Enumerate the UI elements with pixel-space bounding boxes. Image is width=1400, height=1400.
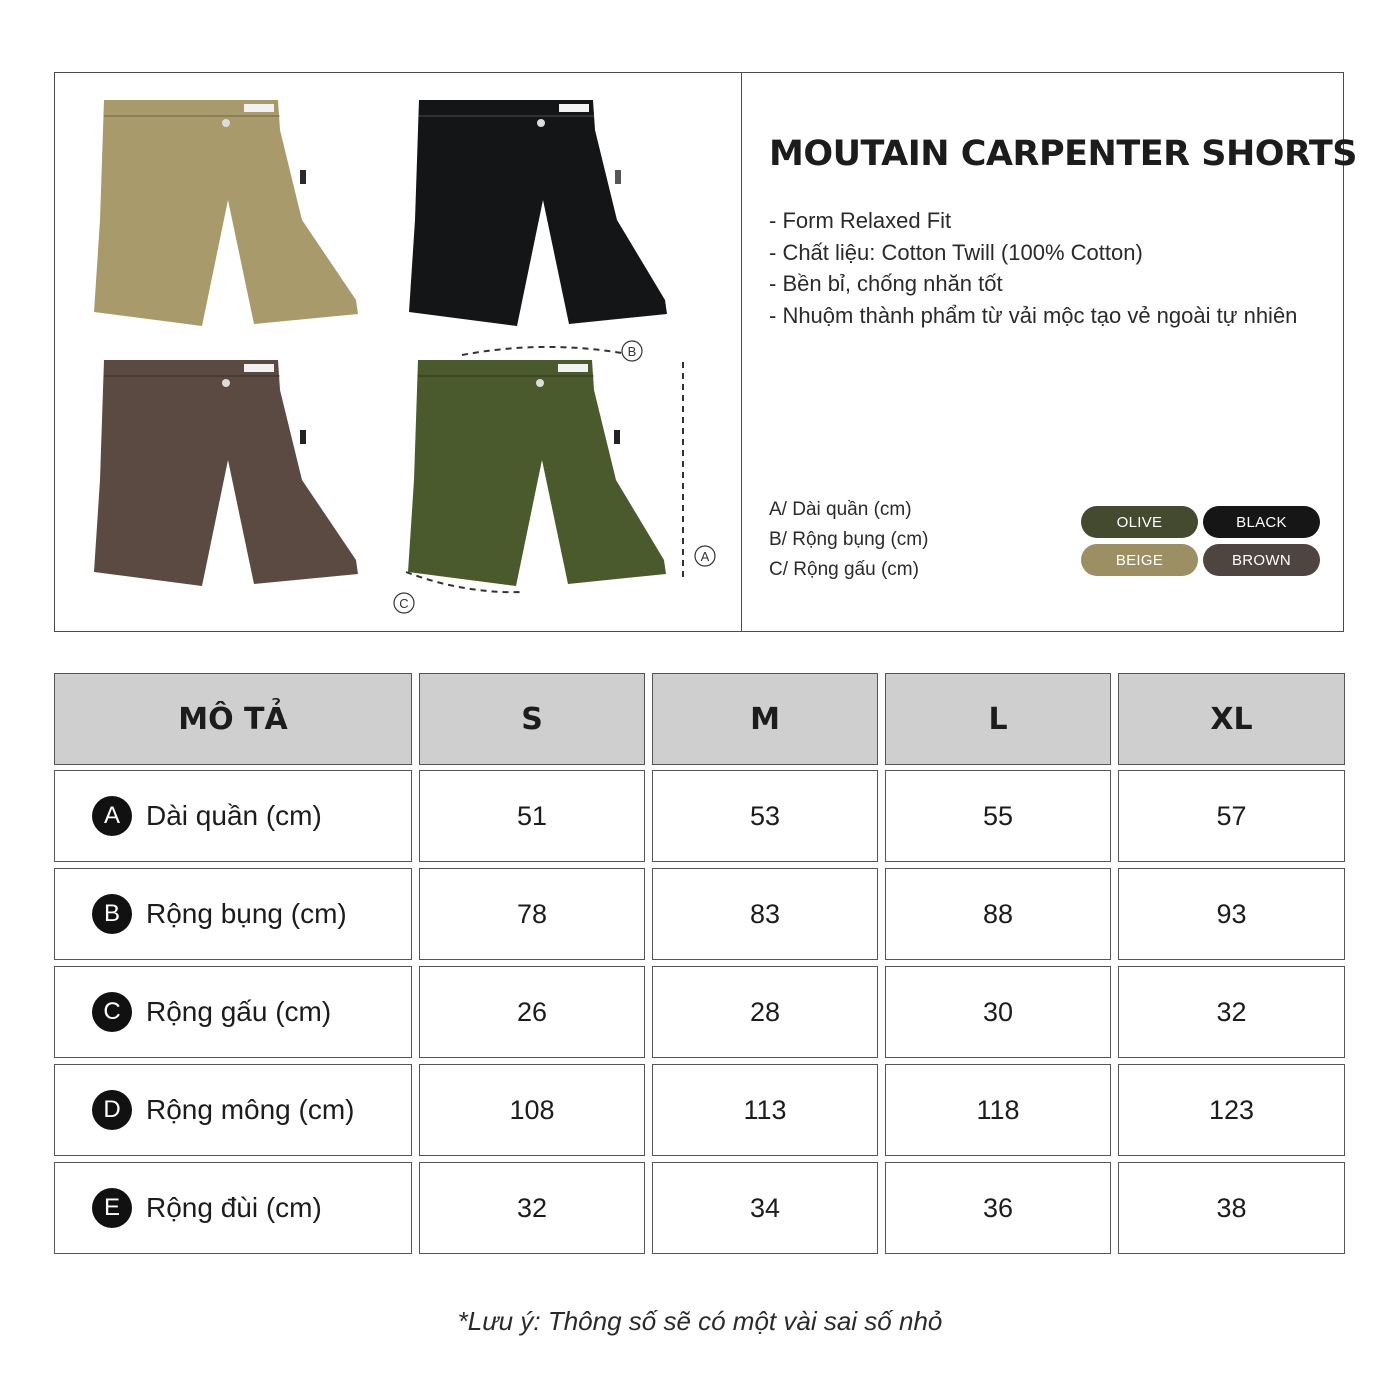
- svg-text:B: B: [627, 344, 637, 359]
- table-row-description: [54, 1064, 412, 1156]
- waist-measure-line: [462, 347, 622, 355]
- table-cell: 51: [419, 770, 645, 862]
- shorts-images-svg: [54, 72, 742, 632]
- table-cell: 38: [1118, 1162, 1345, 1254]
- table-cell: 118: [885, 1064, 1111, 1156]
- legend-item: C/ Rộng gấu (cm): [769, 559, 919, 580]
- feature-item: - Chất liệu: Cotton Twill (100% Cotton): [769, 239, 1143, 265]
- color-swatch-olive[interactable]: OLIVE: [1081, 506, 1198, 538]
- table-row-description: [54, 966, 412, 1058]
- svg-text:A: A: [700, 549, 710, 564]
- marker-a-circle: [695, 546, 715, 566]
- table-header-size-m: M: [652, 673, 878, 765]
- row-marker: D: [92, 1090, 132, 1130]
- black-shorts-image: [409, 100, 667, 326]
- row-label: Rộng gấu (cm): [146, 996, 332, 1027]
- product-images: [54, 72, 742, 632]
- table-header-size-l: L: [885, 673, 1111, 765]
- table-cell: 36: [885, 1162, 1111, 1254]
- color-swatch-black[interactable]: BLACK: [1203, 506, 1320, 538]
- table-cell: 78: [419, 868, 645, 960]
- table-header-description: MÔ TẢ: [54, 673, 412, 765]
- row-label: Rộng mông (cm): [146, 1094, 355, 1125]
- product-title: MOUTAIN CARPENTER SHORTS: [769, 134, 1357, 174]
- table-row-description: [54, 1162, 412, 1254]
- table-row-description: [54, 770, 412, 862]
- beige-shorts-image: [94, 100, 358, 326]
- table-cell: 113: [652, 1064, 878, 1156]
- table-cell: 57: [1118, 770, 1345, 862]
- olive-shorts-image: [408, 360, 666, 586]
- table-cell: 108: [419, 1064, 645, 1156]
- row-label: Dài quần (cm): [146, 800, 322, 831]
- table-cell: 32: [1118, 966, 1345, 1058]
- row-marker: A: [92, 796, 132, 836]
- marker-b-circle: [622, 341, 642, 361]
- table-cell: 123: [1118, 1064, 1345, 1156]
- table-cell: 83: [652, 868, 878, 960]
- measurement-legend: [769, 495, 928, 585]
- table-cell: 55: [885, 770, 1111, 862]
- table-header-size-s: S: [419, 673, 645, 765]
- feature-item: - Bền bỉ, chống nhăn tốt: [769, 271, 1003, 297]
- feature-item: - Form Relaxed Fit: [769, 208, 952, 233]
- table-header-size-xl: XL: [1118, 673, 1345, 765]
- row-marker: B: [92, 894, 132, 934]
- color-swatch-brown[interactable]: BROWN: [1203, 544, 1320, 576]
- table-cell: 34: [652, 1162, 878, 1254]
- legend-item: B/ Rộng bụng (cm): [769, 529, 929, 550]
- legend-item: A/ Dài quần (cm): [769, 499, 912, 520]
- table-cell: 30: [885, 966, 1111, 1058]
- marker-c-circle: [394, 593, 414, 613]
- row-marker: E: [92, 1188, 132, 1228]
- feature-item: - Nhuộm thành phẩm từ vải mộc tạo vẻ ngoài tự nhiên: [769, 303, 1298, 329]
- table-row-description: [54, 868, 412, 960]
- table-cell: 93: [1118, 868, 1345, 960]
- color-swatch-beige[interactable]: BEIGE: [1081, 544, 1198, 576]
- table-cell: 28: [652, 966, 878, 1058]
- row-label: Rộng bụng (cm): [146, 898, 347, 929]
- feature-list: [769, 205, 1297, 332]
- row-marker: C: [92, 992, 132, 1032]
- table-cell: 32: [419, 1162, 645, 1254]
- table-cell: 26: [419, 966, 645, 1058]
- table-cell: 88: [885, 868, 1111, 960]
- measurement-note: *Lưu ý: Thông số sẽ có một vài sai số nhỏ: [457, 1306, 943, 1336]
- svg-text:C: C: [399, 596, 409, 611]
- brown-shorts-image: [94, 360, 358, 586]
- row-label: Rộng đùi (cm): [146, 1192, 322, 1223]
- table-cell: 53: [652, 770, 878, 862]
